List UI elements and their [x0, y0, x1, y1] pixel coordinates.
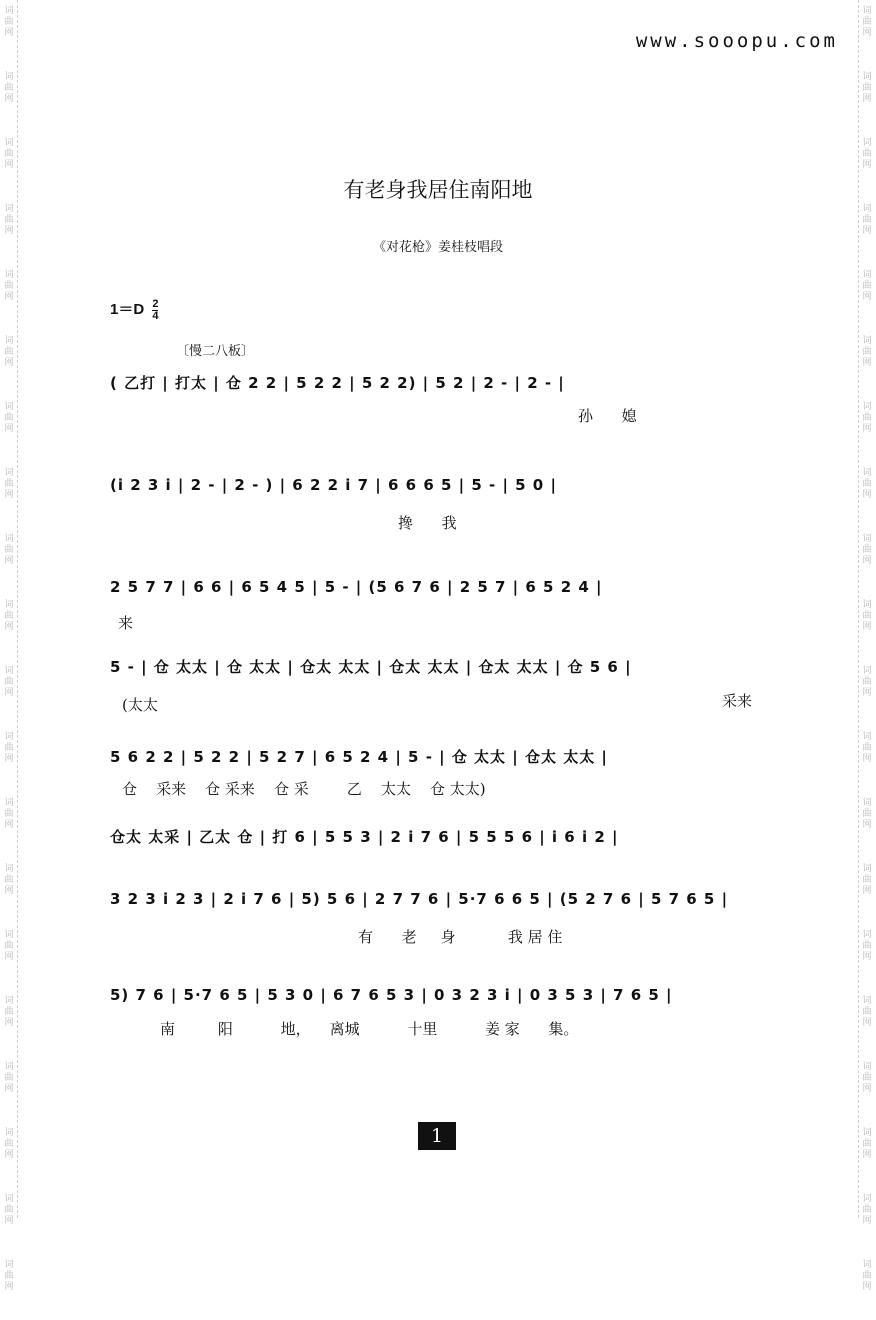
watermark-cell: 词 曲 网 [862, 204, 872, 236]
watermark-cell: 词 曲 网 [4, 930, 14, 962]
tempo-marking: 〔慢二八板〕 [176, 344, 255, 359]
watermark-cell: 词 曲 网 [4, 468, 14, 500]
watermark-cell: 词 曲 网 [4, 666, 14, 698]
watermark-cell: 词 曲 网 [4, 1128, 14, 1160]
time-signature [152, 299, 158, 322]
notation-row-4: 5 - | 仓 太太 | 仓 太太 | 仓太 太太 | 仓太 太太 | 仓太 太太 | 仓 5 6 | [110, 658, 632, 676]
lyric-row-5: 仓 采来 仓 采来 仓 采 乙 太太 仓 太太) [122, 780, 486, 798]
watermark-cell: 词 曲 网 [862, 138, 872, 170]
watermark-cell: 词 曲 网 [4, 600, 14, 632]
watermark-cell: 词 曲 网 [4, 1194, 14, 1226]
key-label: 1＝D [110, 301, 145, 318]
watermark-cell: 词 曲 网 [862, 6, 872, 38]
notation-row-2: (i 2 3 i | 2 - | 2 - ) | 6 2 2 i 7 | 6 6 6 5 | 5 - | 5 0 | [110, 476, 557, 494]
lyric-row-4a: (太太 [122, 696, 158, 714]
notation-row-1: ( 乙打 | 打太 | 仓 2 2 | 5 2 2 | 5 2 2) | 5 2 | 2 - | 2 - | [110, 374, 565, 392]
notation-row-3: 2 5 7 7 | 6 6 | 6 5 4 5 | 5 - | (5 6 7 6 | 2 5 7 | 6 5 2 4 | [110, 578, 603, 596]
watermark-cell: 词 曲 网 [4, 138, 14, 170]
watermark-cell: 词 曲 网 [862, 666, 872, 698]
site-url[interactable]: www.sooopu.com [635, 30, 838, 52]
notation-row-5: 5 6 2 2 | 5 2 2 | 5 2 7 | 6 5 2 4 | 5 - | 仓 太太 | 仓太 太太 | [110, 748, 608, 766]
watermark-cell: 词 曲 网 [862, 402, 872, 434]
key-signature [110, 298, 158, 322]
lyric-row-1: 孙 媳 [578, 407, 637, 425]
watermark-cell: 词 曲 网 [862, 732, 872, 764]
watermark-cell: 词 曲 网 [4, 402, 14, 434]
time-denominator: 4 [152, 309, 159, 322]
time-numerator: 2 [152, 297, 159, 310]
watermark-cell: 词 曲 网 [862, 534, 872, 566]
watermark-cell: 词 曲 网 [862, 1062, 872, 1094]
lyric-row-3: 来 [118, 614, 134, 632]
watermark-cell: 词 曲 网 [862, 864, 872, 896]
watermark-cell: 词 曲 网 [4, 996, 14, 1028]
watermark-cell: 词 曲 网 [4, 72, 14, 104]
watermark-cell: 词 曲 网 [4, 732, 14, 764]
watermark-cell: 词 曲 网 [862, 72, 872, 104]
watermark-cell: 词 曲 网 [4, 1260, 14, 1292]
watermark-cell: 词 曲 网 [862, 996, 872, 1028]
watermark-cell: 词 曲 网 [4, 204, 14, 236]
watermark-cell: 词 曲 网 [4, 1062, 14, 1094]
watermark-cell: 词 曲 网 [4, 270, 14, 302]
lyric-row-2: 搀 我 [398, 514, 457, 532]
notation-row-7: 3 2 3 i 2 3 | 2 i 7 6 | 5) 5 6 | 2 7 7 6 | 5·7 6 6 5 | (5 2 7 6 | 5 7 6 5 | [110, 890, 729, 908]
watermark-cell: 词 曲 网 [4, 798, 14, 830]
lyric-row-6: 有 老 身 我 居 住 [358, 928, 563, 946]
watermark-cell: 词 曲 网 [862, 270, 872, 302]
lyric-row-7: 南 阳 地， 离城 十里 姜 家 集。 [160, 1020, 579, 1038]
song-subtitle: 《对花枪》姜桂枝唱段 [372, 240, 503, 255]
watermark-cell: 词 曲 网 [862, 798, 872, 830]
watermark-cell: 词 曲 网 [862, 1194, 872, 1226]
watermark-cell: 词 曲 网 [4, 336, 14, 368]
watermark-cell: 词 曲 网 [4, 6, 14, 38]
watermark-cell: 词 曲 网 [862, 1128, 872, 1160]
notation-row-8: 5) 7 6 | 5·7 6 5 | 5 3 0 | 6 7 6 5 3 | 0 3 2 3 i | 0 3 5 3 | 7 6 5 | [110, 986, 673, 1004]
lyric-row-4b: 采来 [722, 692, 753, 710]
watermark-cell: 词 曲 网 [4, 534, 14, 566]
watermark-cell: 词 曲 网 [862, 336, 872, 368]
watermark-cell: 词 曲 网 [862, 1260, 872, 1292]
watermark-cell: 词 曲 网 [862, 468, 872, 500]
watermark-cell: 词 曲 网 [862, 930, 872, 962]
page-number: 1 [418, 1122, 456, 1150]
song-title: 有老身我居住南阳地 [343, 178, 533, 202]
watermark-cell: 词 曲 网 [4, 864, 14, 896]
notation-row-6: 仓太 太采 | 乙太 仓 | 打 6 | 5 5 3 | 2 i 7 6 | 5 5 5 6 | i 6 i 2 | [110, 828, 619, 846]
watermark-cell: 词 曲 网 [862, 600, 872, 632]
